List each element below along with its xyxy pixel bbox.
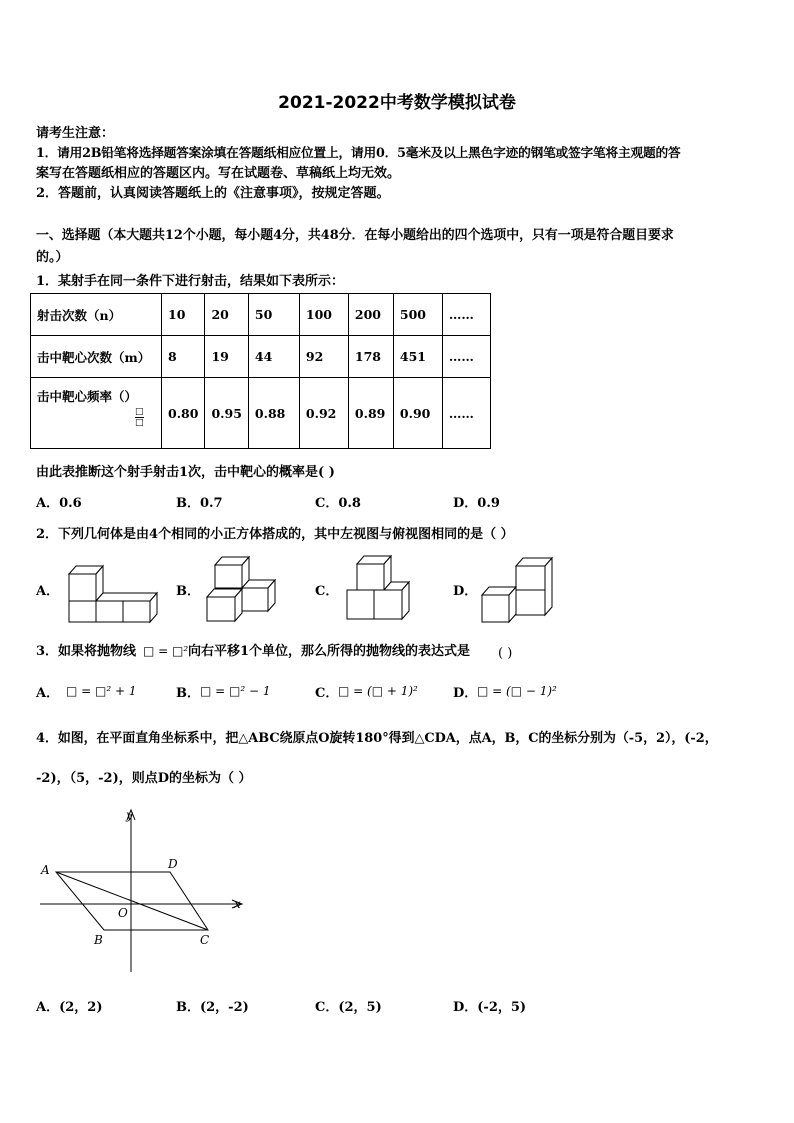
q1-option-b: B．0.7 [176, 496, 223, 511]
frequency-label: 击中靶心频率（ [37, 388, 125, 404]
q4-stem-line2: -2)，（5，-2)，则点D的坐标为（ ） [36, 771, 252, 786]
q2-option-b: B． [176, 584, 200, 599]
table-cell: 50 [248, 294, 299, 336]
q2-option-d: D． [453, 584, 478, 599]
fraction-denominator: □ [135, 417, 144, 428]
q4-option-b: B．(2，-2) [176, 1000, 249, 1015]
table-cell: 19 [205, 336, 248, 378]
table-cell: 0.92 [299, 378, 348, 449]
section1-line2: 的。） [36, 250, 69, 265]
page-title: 2021-2022中考数学模拟试卷 [278, 93, 516, 113]
table-cell: …… [442, 294, 490, 336]
table-row [31, 336, 491, 378]
notice-line1a: 1．请用2B铅笔将选择题答案涂填在答题纸相应位置上，请用0．5毫米及以上黑色字迹的钢笔或签字笔将主观题的答 [36, 145, 681, 160]
table-cell: 0.95 [205, 378, 248, 449]
table-cell: 44 [248, 336, 299, 378]
x-axis-label: x [234, 897, 241, 911]
notice-line1b: 案写在答题纸相应的答题区内。写在试题卷、草稿纸上均无效。 [36, 166, 401, 181]
table-cell: 10 [162, 294, 205, 336]
q1-option-c: C．0.8 [315, 496, 361, 511]
q3-option-d-formula: □ = (□ − 1)² [477, 684, 557, 698]
origin-label: O [118, 906, 128, 920]
table-cell: 0.88 [248, 378, 299, 449]
q1-option-a: A．0.6 [36, 496, 82, 511]
q3-stem-formula: □ = □² [143, 644, 189, 658]
q2-figure-d [478, 553, 566, 627]
table-header-cell [31, 378, 162, 449]
q3-option-b-label: B． [176, 686, 200, 701]
table-cell: …… [442, 378, 490, 449]
q3-answer-paren: ( ) [498, 646, 513, 661]
q4-option-a: A．(2，2) [36, 1000, 103, 1015]
table-cell: 178 [348, 336, 393, 378]
q1-table [30, 293, 491, 449]
q1-option-d: D．0.9 [453, 496, 500, 511]
table-cell: 0.80 [162, 378, 205, 449]
table-cell: 500 [393, 294, 442, 336]
point-a-label: A [41, 863, 50, 877]
table-cell: 100 [299, 294, 348, 336]
section1-line1: 一、选择题（本大题共12个小题，每小题4分，共48分．在每小题给出的四个选项中，只有一项是符合题目要求 [36, 228, 674, 243]
q3-option-c-formula: □ = (□ + 1)² [338, 684, 418, 698]
table-header-cell: 击中靶心次数（m） [31, 336, 162, 378]
q4-coordinate-figure [38, 802, 250, 974]
q1-stem: 1．某射手在同一条件下进行射击，结果如下表所示： [36, 274, 345, 289]
table-row [31, 378, 491, 449]
q3-option-d-label: D． [453, 686, 478, 701]
point-b-label: B [94, 933, 103, 947]
table-cell: 20 [205, 294, 248, 336]
table-cell: 0.90 [393, 378, 442, 449]
q2-figure-c [343, 552, 423, 624]
table-cell: 0.89 [348, 378, 393, 449]
m-over-n-fraction [135, 407, 144, 428]
q3-stem-a: 3．如果将抛物线 [36, 644, 137, 659]
q2-option-a: A． [36, 584, 60, 599]
q3-option-a-formula: □ = □² + 1 [66, 684, 137, 698]
point-c-label: C [200, 933, 210, 947]
table-row [31, 294, 491, 336]
q2-figure-b [200, 555, 280, 625]
q4-option-c: C．(2，5) [315, 1000, 382, 1015]
q3-stem-b: 向右平移1个单位，那么所得的抛物线的表达式是 [188, 644, 471, 659]
q4-stem-line1: 4．如图，在平面直角坐标系中，把△ABC绕原点O旋转180°得到△CDA，点A，B，C的坐标分别为（-5，2），(-2， [36, 731, 718, 746]
q3-option-c-label: C． [315, 686, 339, 701]
q2-figure-a [66, 560, 166, 626]
table-cell: 451 [393, 336, 442, 378]
table-cell: 92 [299, 336, 348, 378]
notice-line2: 2．答题前，认真阅读答题纸上的《注意事项》，按规定答题。 [36, 186, 390, 201]
table-cell: 8 [162, 336, 205, 378]
table-cell: …… [442, 336, 490, 378]
q1-followup: 由此表推断这个射手射击1次，击中靶心的概率是( ) [36, 465, 335, 480]
point-d-label: D [168, 857, 178, 871]
q4-option-d: D．(-2，5) [453, 1000, 527, 1015]
table-cell: 200 [348, 294, 393, 336]
q3-option-a-label: A． [36, 686, 60, 701]
y-axis-label: y [126, 808, 133, 822]
fraction-numerator: □ [135, 406, 144, 417]
q3-option-b-formula: □ = □² − 1 [200, 684, 271, 698]
table-header-cell: 射击次数（n） [31, 294, 162, 336]
frequency-label-close: ） [124, 388, 138, 404]
notice-heading: 请考生注意： [36, 126, 115, 141]
q2-option-c: C． [315, 584, 339, 599]
q2-stem: 2．下列几何体是由4个相同的小正方体搭成的，其中左视图与俯视图相同的是（ ） [36, 527, 514, 542]
